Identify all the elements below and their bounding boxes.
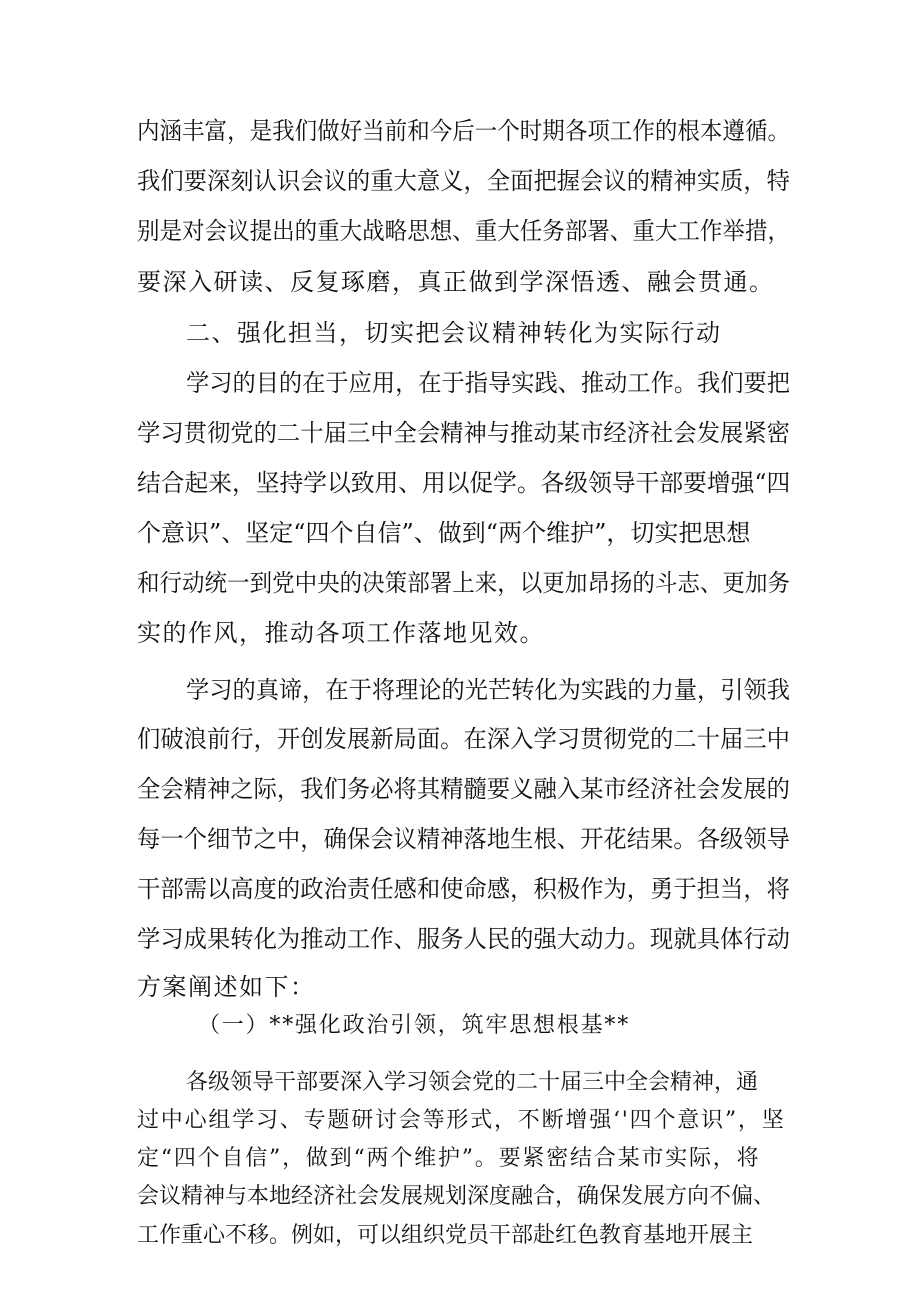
text-line: 要深入研读、反复琢磨，真正做到学深悟透、融会贯通。 (137, 268, 775, 296)
text-line: 全会精神之际，我们务必将其精髓要义融入某市经济社会发展的 (137, 775, 790, 803)
section-heading: 二、强化担当，切实把会议精神转化为实际行动 (186, 319, 722, 347)
text-line: 学习成果转化为推动工作、服务人民的强大动力。现就具体行动 (137, 925, 790, 953)
text-line: 我们要深刻认识会议的重大意义，全面把握会议的精神实质，特 (137, 167, 790, 195)
text-line: 会议精神与本地经济社会发展规划深度融合，确保发展方向不偏、 (137, 1184, 776, 1209)
text-line: 实的作风，推动各项工作落地见效。 (137, 619, 545, 647)
text-line: 每一个细节之中，确保会议精神落地生根、开花结果。各级领导 (137, 825, 790, 853)
text-line: 学习的真谛，在于将理论的光芒转化为实践的力量，引领我 (186, 676, 790, 704)
text-line: 各级领导干部要深入学习领会党的二十届三中全会精神，通 (186, 1070, 759, 1095)
text-line: 过中心组学习、专题研讨会等形式，不断增强‘'四个意识”，坚 (137, 1108, 786, 1133)
text-line: 定“四个自信”，做到“两个维护”。要紧密结合某市实际，将 (137, 1146, 761, 1171)
text-line: 工作重心不移。例如，可以组织党员干部赴红色教育基地开展主 (137, 1223, 754, 1248)
subsection-heading: （一）**强化政治引领，筑牢思想根基** (198, 1013, 631, 1038)
text-line: 内涵丰富，是我们做好当前和今后一个时期各项工作的根本遵循。 (137, 117, 790, 145)
text-line: 结合起来，坚持学以致用、用以促学。各级领导干部要增强“四 (137, 469, 791, 497)
text-line: 学习的目的在于应用，在于指导实践、推动工作。我们要把 (186, 369, 790, 397)
text-line: 学习贯彻党的二十届三中全会精神与推动某市经济社会发展紧密 (137, 419, 790, 447)
text-line: 们破浪前行，开创发展新局面。在深入学习贯彻党的二十届三中 (137, 725, 790, 753)
text-line: 干部需以高度的政治责任感和使命感，积极作为，勇于担当，将 (137, 875, 790, 903)
text-line: 别是对会议提出的重大战略思想、重大任务部署、重大工作举措， (137, 217, 790, 245)
text-line: 和行动统一到党中央的决策部署上来，以更加昂扬的斗志、更加务 (137, 569, 790, 597)
text-line: 方案阐述如下： (137, 973, 316, 1001)
text-line: 个意识”、坚定“四个自信”、做到“两个维护”，切实把思想 (137, 519, 751, 547)
